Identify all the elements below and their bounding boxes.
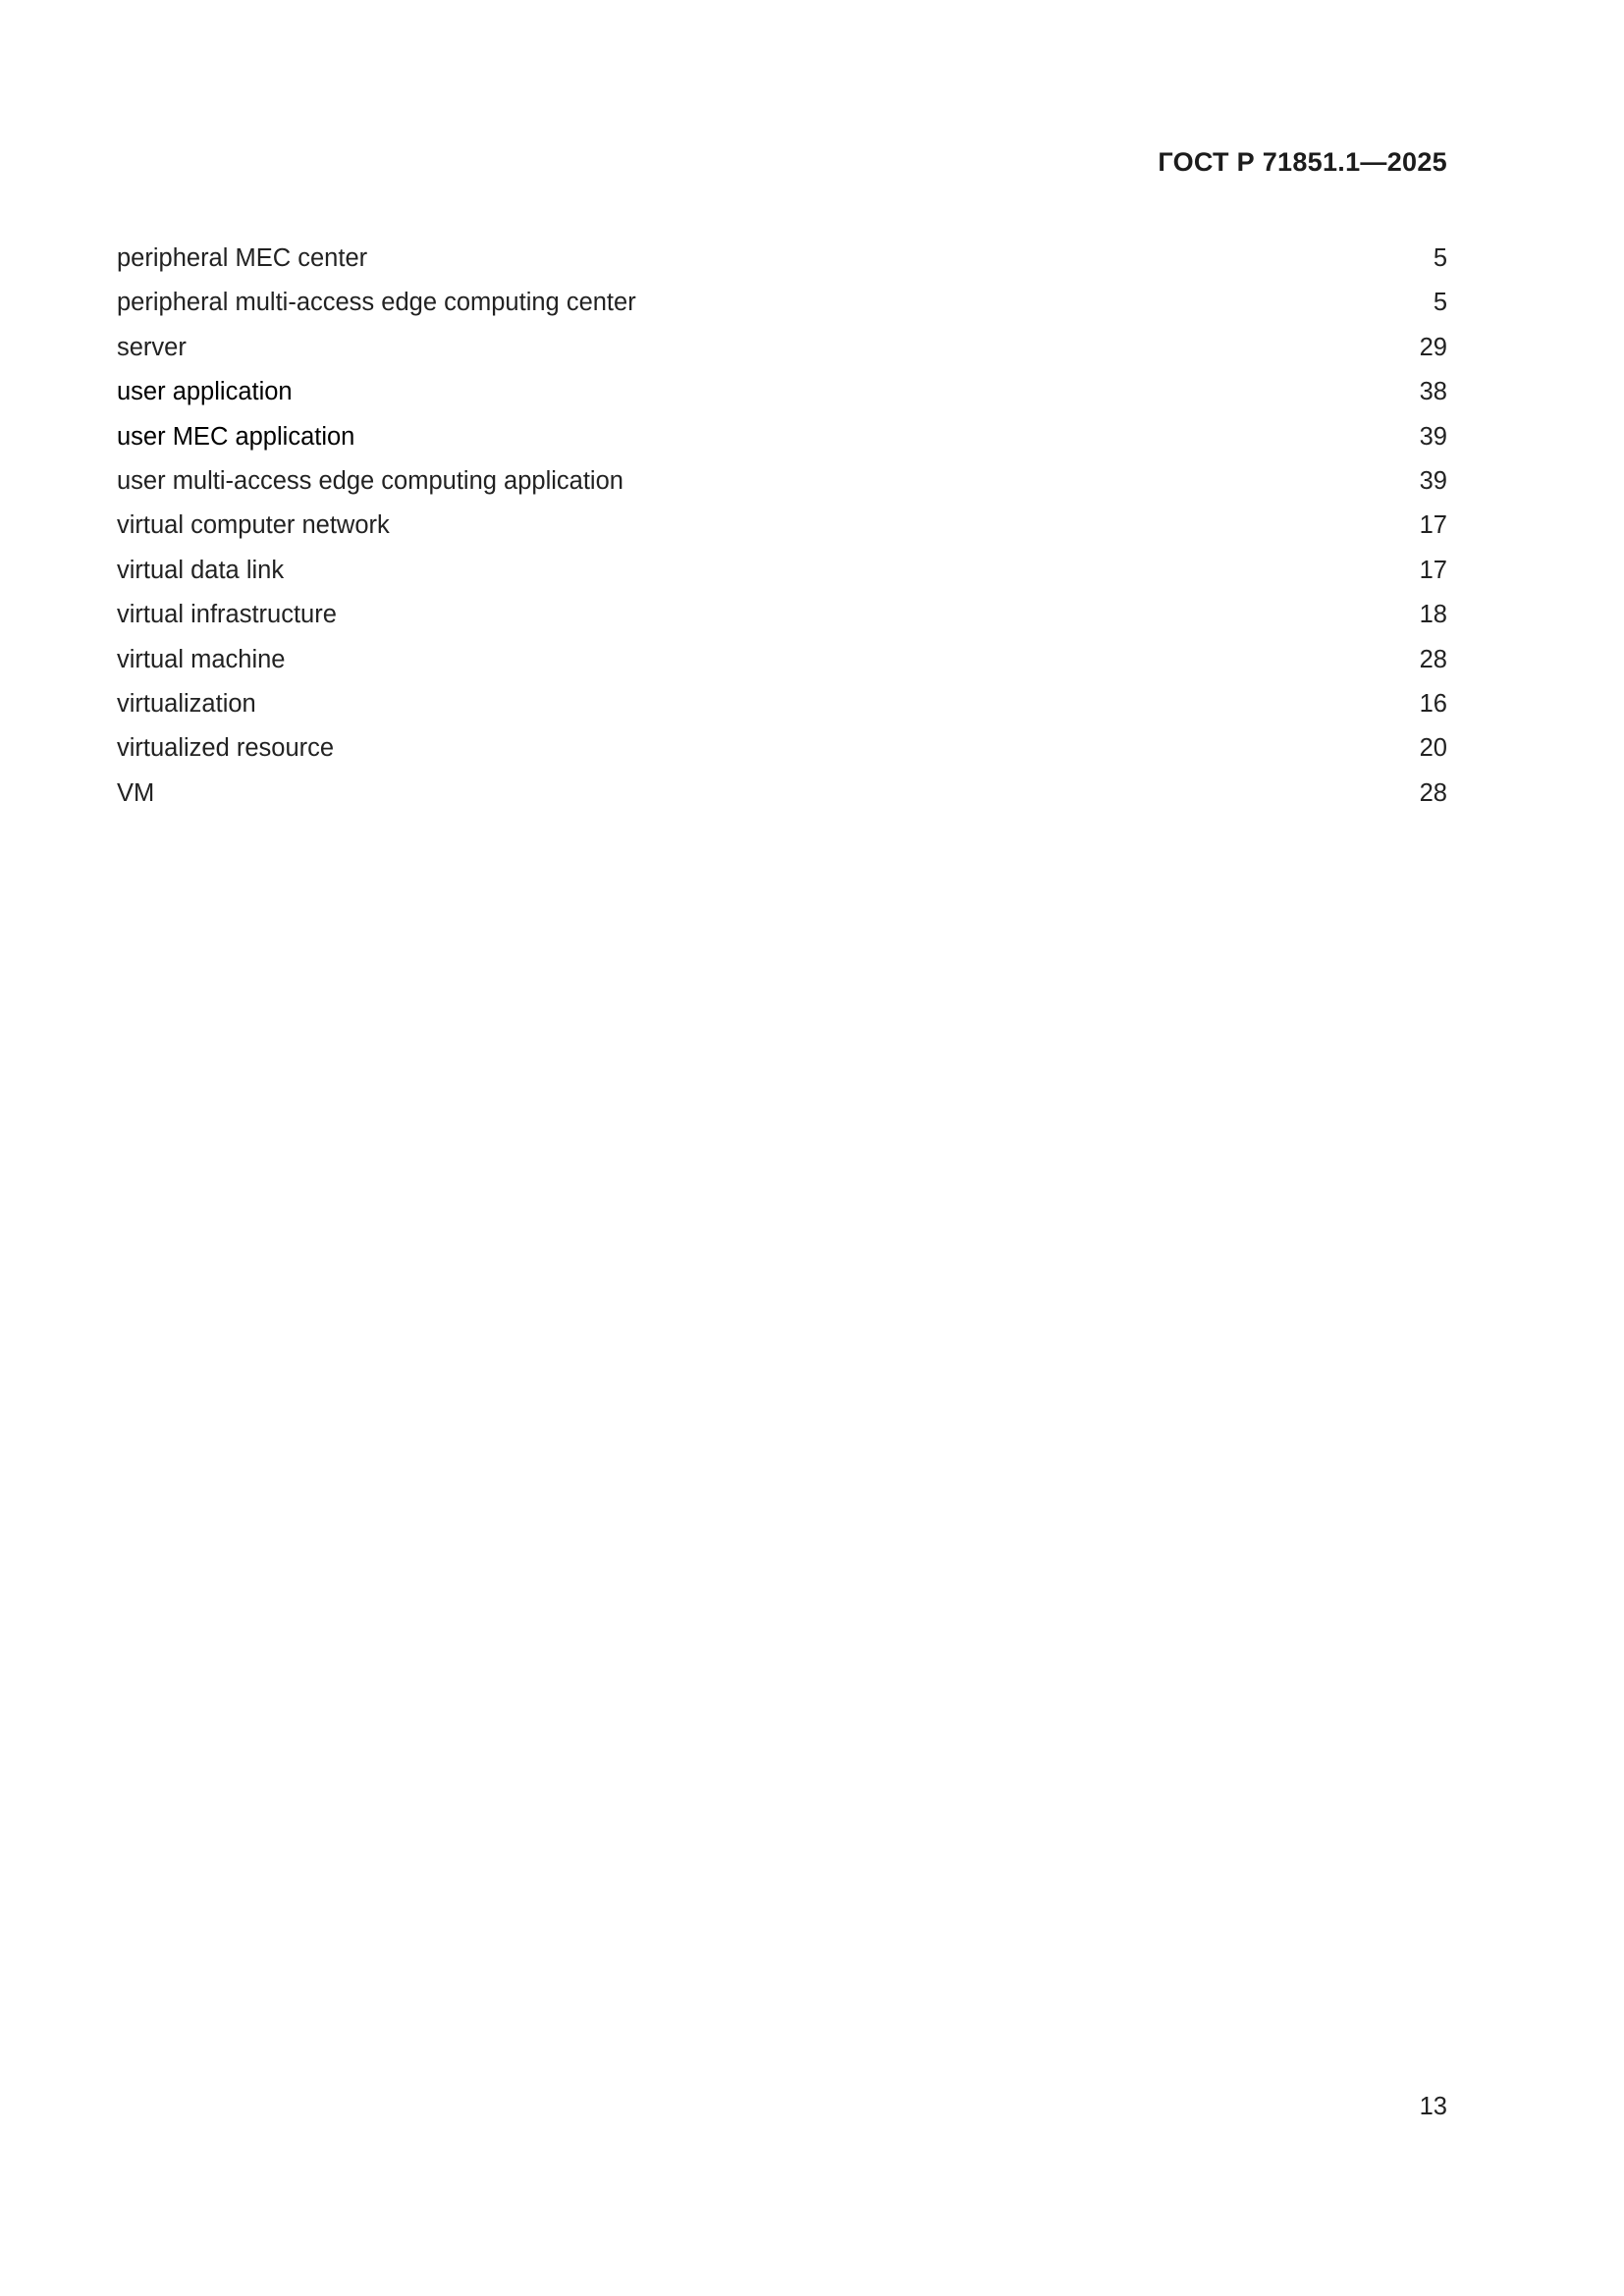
index-entry	[117, 554, 1447, 598]
index-term: virtualized resource	[117, 734, 335, 763]
index-entry	[117, 598, 1447, 642]
page-number: 13	[1419, 2093, 1447, 2120]
index-term: virtual infrastructure	[117, 601, 337, 629]
index-entry	[117, 241, 1447, 286]
index-entry	[117, 331, 1447, 375]
index-page-ref: 28	[1419, 645, 1447, 673]
index-page-ref: 38	[1419, 378, 1447, 406]
index-entry	[117, 286, 1447, 330]
index-term: virtual data link	[117, 556, 285, 584]
index-page-ref: 17	[1419, 511, 1447, 540]
index-page-ref: 17	[1419, 556, 1447, 584]
index-term: virtualization	[117, 689, 256, 718]
index-page-ref: 20	[1419, 734, 1447, 763]
index-entry	[117, 731, 1447, 775]
index-page-ref: 16	[1419, 689, 1447, 718]
index-page-ref: 29	[1419, 333, 1447, 361]
index-entry	[117, 776, 1447, 821]
index-term: user MEC application	[117, 422, 355, 451]
index-term: server	[117, 333, 187, 361]
index-page-ref: 39	[1419, 422, 1447, 451]
document-header-id: ГОСТ Р 71851.1—2025	[1158, 147, 1447, 177]
index-term: user application	[117, 378, 293, 406]
alphabetical-index	[117, 241, 1447, 821]
index-term: user multi-access edge computing application	[117, 466, 623, 495]
index-page-ref: 18	[1419, 601, 1447, 629]
index-page-ref: 5	[1433, 244, 1447, 272]
index-term: peripheral multi-access edge computing center	[117, 289, 636, 317]
index-entry	[117, 464, 1447, 508]
index-entry	[117, 375, 1447, 419]
index-entry	[117, 687, 1447, 731]
index-entry	[117, 420, 1447, 464]
index-term: peripheral MEC center	[117, 244, 368, 272]
index-page-ref: 39	[1419, 466, 1447, 495]
index-term: virtual computer network	[117, 511, 390, 540]
index-term: virtual machine	[117, 645, 286, 673]
index-entry	[117, 508, 1447, 553]
index-page-ref: 28	[1419, 778, 1447, 807]
index-entry	[117, 643, 1447, 687]
index-term: VM	[117, 778, 155, 807]
index-page-ref: 5	[1433, 289, 1447, 317]
